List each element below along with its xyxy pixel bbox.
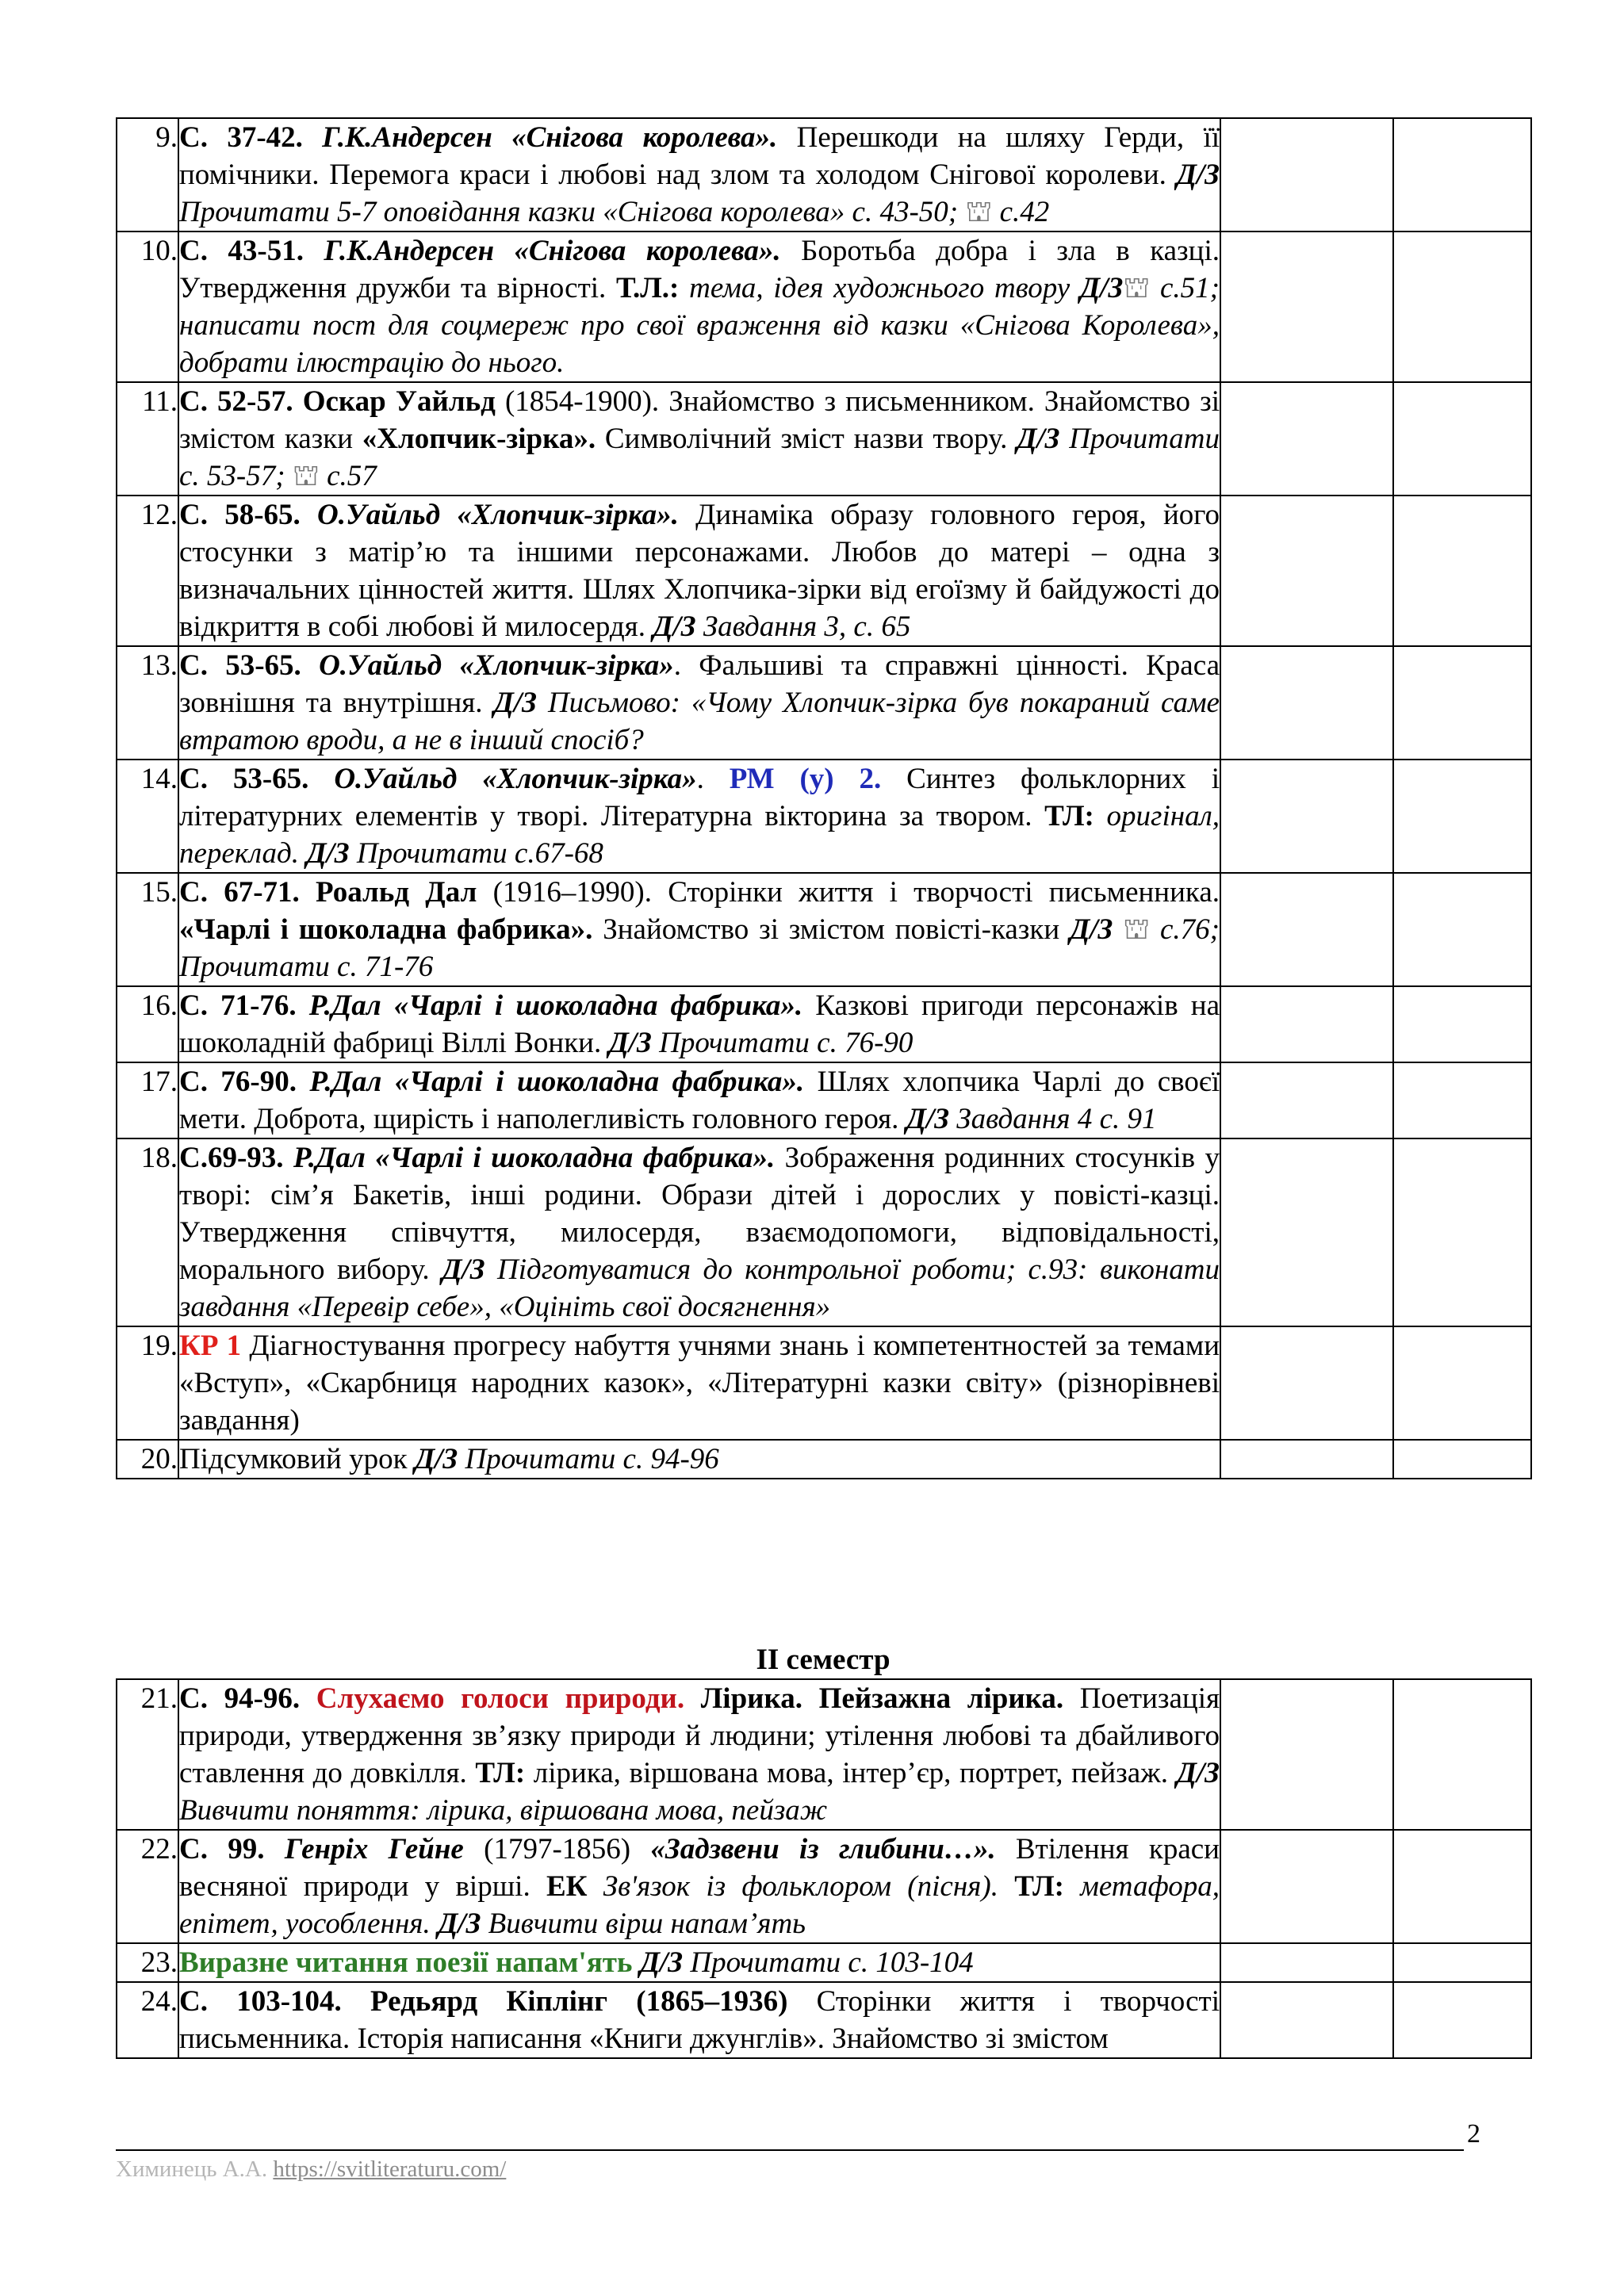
lesson-text-segment: Лірика. Пейзажна лірика. xyxy=(684,1682,1064,1715)
footer-link[interactable]: https://svitliteraturu.com/ xyxy=(273,2156,507,2182)
lesson-text-segment: Прочитати с. 94-96 xyxy=(458,1443,719,1475)
lesson-text-segment: Д/З xyxy=(438,1908,481,1940)
lesson-plan-body-2 xyxy=(117,1679,1531,2058)
lesson-content xyxy=(178,1062,1220,1138)
date-cell xyxy=(1220,118,1393,232)
lesson-text-segment: «Задзвени із глибини…». xyxy=(650,1833,996,1866)
semester-heading: ІІ семестр xyxy=(756,1644,891,1676)
lesson-text-segment: Г.К.Андерсен «Снігова королева». xyxy=(324,235,781,267)
lesson-text-segment: . xyxy=(696,763,730,795)
lesson-text-segment: с.76; Прочитати с. 71-76 xyxy=(179,913,1220,983)
lesson-text-segment: Д/З xyxy=(414,1443,458,1475)
page-number: 2 xyxy=(1467,2119,1480,2149)
date-cell xyxy=(1220,1830,1393,1943)
lesson-text-segment: Прочитати с. 103-104 xyxy=(683,1946,974,1979)
lesson-row xyxy=(117,382,1531,496)
note-cell xyxy=(1393,986,1531,1062)
lesson-content xyxy=(178,1982,1220,2058)
lesson-text-segment: с.57 xyxy=(319,460,377,492)
lesson-text-segment: Д/З xyxy=(608,1027,652,1059)
date-cell xyxy=(1220,1326,1393,1440)
note-cell xyxy=(1393,1138,1531,1326)
lesson-number: 9. xyxy=(117,118,178,232)
lesson-number: 20. xyxy=(117,1440,178,1479)
lesson-content xyxy=(178,1138,1220,1326)
footer xyxy=(116,2155,506,2183)
lesson-text-segment: . Фальшиві та справжні цінності. Краса зовнішня та внутрішня. xyxy=(179,649,1220,719)
lesson-text-segment: С. 53-65. xyxy=(179,763,335,795)
lesson-row xyxy=(117,1326,1531,1440)
question-pillar-icon: ⛫ xyxy=(292,460,320,492)
date-cell xyxy=(1220,873,1393,986)
lesson-text-segment: С. 71-76. xyxy=(179,989,309,1022)
lesson-text-segment: Р.Дал «Чарлі і шоколадна фабрика». xyxy=(308,989,803,1022)
note-cell xyxy=(1393,646,1531,760)
lesson-text-segment: Прочитати с. 53-57; xyxy=(179,423,1220,492)
lesson-number: 19. xyxy=(117,1326,178,1440)
lesson-text-segment: Д/З xyxy=(653,610,696,643)
lesson-plan-table-semester-1 xyxy=(116,117,1532,1479)
lesson-text-segment: Динаміка образу головного героя, його стосунки з матір’ю та іншими персонажами. Любов до матері – одна з визначальних цінностей життя. Шлях Хлопчика-зірки від егоїзму й байдужості до відкриття в собі любові й милосердя. xyxy=(179,499,1220,643)
date-cell xyxy=(1220,1982,1393,2058)
lesson-row xyxy=(117,873,1531,986)
lesson-text-segment: Д/З xyxy=(1017,423,1060,455)
lesson-text-segment: Д/З xyxy=(632,1946,684,1979)
lesson-number: 18. xyxy=(117,1138,178,1326)
lesson-content xyxy=(178,873,1220,986)
lesson-text-segment: С. 76-90. xyxy=(179,1066,310,1098)
lesson-text-segment: Перешкоди на шляху Герди, її помічники. Перемога краси і любові над злом та холодом Снігової королеви. xyxy=(179,121,1220,191)
lesson-text-segment: КР 1 xyxy=(179,1330,242,1362)
date-cell xyxy=(1220,1138,1393,1326)
lesson-text-segment: О.Уайльд «Хлопчик-зірка» xyxy=(334,763,697,795)
lesson-text-segment: Д/З xyxy=(1176,1757,1220,1789)
date-cell xyxy=(1220,1679,1393,1830)
lesson-text-segment: С.69-93. xyxy=(179,1142,293,1174)
lesson-text-segment: Генріх Гейне xyxy=(284,1833,464,1866)
lesson-number: 23. xyxy=(117,1943,178,1982)
note-cell xyxy=(1393,232,1531,382)
lesson-text-segment: (1797-1856) xyxy=(463,1833,651,1866)
lesson-text-segment: «Чарлі і шоколадна фабрика». xyxy=(179,913,593,946)
lesson-row xyxy=(117,1982,1531,2058)
lesson-number: 24. xyxy=(117,1982,178,2058)
lesson-row xyxy=(117,232,1531,382)
note-cell xyxy=(1393,496,1531,646)
footer-divider xyxy=(116,2149,1464,2151)
lesson-text-segment: Казкові пригоди персонажів на шоколадній фабриці Віллі Вонки. xyxy=(179,989,1220,1059)
lesson-text-segment: С. 99. xyxy=(179,1833,285,1866)
lesson-row xyxy=(117,1440,1531,1479)
lesson-text-segment: Зв'язок із фольклором (пісня). xyxy=(587,1870,998,1903)
lesson-text-segment: Д/З xyxy=(442,1253,485,1286)
note-cell xyxy=(1393,118,1531,232)
lesson-text-segment: Синтез фольклорних і літературних елементів у творі. Літературна вікторина за твором. xyxy=(179,763,1220,832)
note-cell xyxy=(1393,760,1531,873)
note-cell xyxy=(1393,1326,1531,1440)
lesson-row xyxy=(117,986,1531,1062)
lesson-text-segment: ТЛ: xyxy=(475,1757,526,1789)
lesson-number: 11. xyxy=(117,382,178,496)
lesson-content xyxy=(178,760,1220,873)
lesson-text-segment: метафора, епітет, уособлення. xyxy=(179,1870,1220,1940)
note-cell xyxy=(1393,1062,1531,1138)
lesson-text-segment: Прочитати 5-7 оповідання казки «Снігова королева» с. 43-50; xyxy=(179,196,966,228)
date-cell xyxy=(1220,646,1393,760)
lesson-row xyxy=(117,1830,1531,1943)
lesson-number: 15. xyxy=(117,873,178,986)
lesson-text-segment: Д/З xyxy=(906,1103,950,1135)
lesson-text-segment: О.Уайльд «Хлопчик-зірка». xyxy=(317,499,679,531)
lesson-text-segment: Р.Дал «Чарлі і шоколадна фабрика». xyxy=(293,1142,776,1174)
lesson-row xyxy=(117,1943,1531,1982)
date-cell xyxy=(1220,1062,1393,1138)
lesson-text-segment: Письмово: «Чому Хлопчик-зірка був покараний саме втратою вроди, а не в інший спосіб? xyxy=(179,687,1220,756)
lesson-content xyxy=(178,1326,1220,1440)
lesson-number: 17. xyxy=(117,1062,178,1138)
lesson-row xyxy=(117,760,1531,873)
lesson-text-segment: Поетизація природи, утвердження зв’язку природи й людини; утілення любові та дбайливого ставлення до довкілля. xyxy=(179,1682,1220,1789)
date-cell xyxy=(1220,1440,1393,1479)
lesson-text-segment: ТЛ: xyxy=(998,1870,1064,1903)
lesson-text-segment: (1916–1990). Сторінки життя і творчості письменника. xyxy=(477,876,1220,909)
lesson-row xyxy=(117,646,1531,760)
lesson-number: 14. xyxy=(117,760,178,873)
lesson-text-segment: Д/З xyxy=(1176,159,1220,191)
lesson-text-segment: С. 67-71. Роальд Дал xyxy=(179,876,477,909)
lesson-content xyxy=(178,382,1220,496)
lesson-content xyxy=(178,232,1220,382)
lesson-number: 13. xyxy=(117,646,178,760)
lesson-text-segment: Д/З xyxy=(1069,913,1113,946)
lesson-number: 12. xyxy=(117,496,178,646)
question-pillar-icon: ⛫ xyxy=(965,196,993,228)
lesson-text-segment: ЕК xyxy=(546,1870,588,1903)
lesson-text-segment: Д/З xyxy=(306,837,350,870)
lesson-text-segment: О.Уайльд «Хлопчик-зірка» xyxy=(319,649,674,682)
lesson-text-segment: Д/З xyxy=(1079,272,1124,304)
lesson-text-segment: Р.Дал «Чарлі і шоколадна фабрика». xyxy=(309,1066,805,1098)
note-cell xyxy=(1393,382,1531,496)
lesson-content xyxy=(178,1440,1220,1479)
lesson-text-segment: С. 52-57. Оскар Уайльд xyxy=(179,385,496,418)
lesson-text-segment: с.51; написати пост для соцмереж про свої враження від казки «Снігова Королева», добрати ілюстрацію до нього. xyxy=(179,272,1220,379)
lesson-text-segment: Завдання 3, с. 65 xyxy=(695,610,911,643)
lesson-text-segment: Прочитати с.67-68 xyxy=(349,837,603,870)
lesson-text-segment: С. 58-65. xyxy=(179,499,318,531)
lesson-plan-table-semester-2 xyxy=(116,1678,1532,2059)
lesson-text-segment: Вивчити поняття: лірика, віршована мова, пейзаж xyxy=(179,1794,828,1827)
lesson-text-segment: Діагностування прогресу набуття учнями знань і компетентностей за темами «Вступ», «Скарбниця народних казок», «Літературні казки світу» (різнорівневі завдання) xyxy=(179,1330,1220,1437)
lesson-text-segment: Шлях хлопчика Чарлі до своєї мети. Доброта, щирість і наполегливість головного героя. xyxy=(179,1066,1220,1135)
note-cell xyxy=(1393,1679,1531,1830)
date-cell xyxy=(1220,1943,1393,1982)
lesson-row xyxy=(117,118,1531,232)
date-cell xyxy=(1220,382,1393,496)
lesson-text-segment: «Хлопчик-зірка». xyxy=(362,423,596,455)
lesson-number: 22. xyxy=(117,1830,178,1943)
note-cell xyxy=(1393,1982,1531,2058)
lesson-text-segment: С. 94-96. xyxy=(179,1682,316,1715)
lesson-text-segment: Сторінки життя і творчості письменника. Історія написання «Книги джунглів». Знайомство зі змістом xyxy=(179,1985,1220,2055)
lesson-content xyxy=(178,118,1220,232)
lesson-text-segment: Зображення родинних стосунків у творі: сім’я Бакетів, інші родини. Образи дітей і дорослих у повісті-казці. Утвердження співчуття, милосердя, взаємодопомоги, відповідальності, морального вибору. xyxy=(179,1142,1220,1286)
lesson-text-segment: Підсумковий урок xyxy=(179,1443,415,1475)
lesson-row xyxy=(117,496,1531,646)
date-cell xyxy=(1220,760,1393,873)
question-pillar-icon: ⛫ xyxy=(1113,913,1151,946)
lesson-row xyxy=(117,1679,1531,1830)
lesson-text-segment: Знайомство зі змістом повісті-казки xyxy=(592,913,1070,946)
lesson-content xyxy=(178,496,1220,646)
date-cell xyxy=(1220,986,1393,1062)
note-cell xyxy=(1393,1943,1531,1982)
lesson-text-segment: ТЛ: xyxy=(1044,800,1094,832)
lesson-text-segment: С. 103-104. Редьярд Кіплінг (1865–1936) xyxy=(179,1985,788,2018)
lesson-content xyxy=(178,646,1220,760)
lesson-row xyxy=(117,1062,1531,1138)
lesson-row xyxy=(117,1138,1531,1326)
lesson-text-segment: Г.К.Андерсен «Снігова королева». xyxy=(322,121,778,154)
lesson-text-segment: С. 37-42. xyxy=(179,121,323,154)
lesson-text-segment: тема, ідея художнього твору xyxy=(679,272,1080,304)
lesson-number: 16. xyxy=(117,986,178,1062)
lesson-content xyxy=(178,1679,1220,1830)
note-cell xyxy=(1393,873,1531,986)
date-cell xyxy=(1220,496,1393,646)
lesson-content xyxy=(178,1830,1220,1943)
lesson-number: 10. xyxy=(117,232,178,382)
question-pillar-icon: ⛫ xyxy=(1123,272,1151,304)
footer-author: Химинець А.А. xyxy=(116,2156,274,2182)
lesson-content xyxy=(178,986,1220,1062)
lesson-text-segment: С. 53-65. xyxy=(179,649,320,682)
lesson-text-segment: Прочитати с. 76-90 xyxy=(651,1027,914,1059)
date-cell xyxy=(1220,232,1393,382)
lesson-text-segment: (1854-1900). Знайомство з письменником. Знайомство зі змістом казки xyxy=(179,385,1220,455)
lesson-text-segment: лірика, віршована мова, інтер’єр, портрет, пейзаж. xyxy=(525,1757,1177,1789)
lesson-text-segment: оригінал, переклад. xyxy=(179,800,1220,870)
lesson-text-segment: Завдання 4 с. 91 xyxy=(949,1103,1157,1135)
lesson-text-segment: Д/З xyxy=(493,687,537,719)
lesson-text-segment: С. 43-51. xyxy=(179,235,324,267)
lesson-text-segment: Боротьба добра і зла в казці. Утвердження дружби та вірності. xyxy=(179,235,1220,304)
note-cell xyxy=(1393,1440,1531,1479)
lesson-text-segment: Втілення краси весняної природи у вірші. xyxy=(179,1833,1220,1903)
lesson-text-segment: с.42 xyxy=(992,196,1050,228)
lesson-text-segment: Виразне читання поезії напам'ять xyxy=(179,1946,633,1979)
lesson-text-segment: РМ (у) 2. xyxy=(729,763,882,795)
note-cell xyxy=(1393,1830,1531,1943)
lesson-number: 21. xyxy=(117,1679,178,1830)
lesson-text-segment: Т.Л.: xyxy=(616,272,680,304)
lesson-text-segment: Символічний зміст назви твору. xyxy=(596,423,1017,455)
lesson-text-segment: Підготуватися до контрольної роботи; с.93: виконати завдання «Перевір себе», «Оцініть свої досягнення» xyxy=(179,1253,1220,1323)
lesson-text-segment: Слухаємо голоси природи. xyxy=(316,1682,685,1715)
lesson-plan-body-1 xyxy=(117,118,1531,1479)
lesson-content xyxy=(178,1943,1220,1982)
lesson-text-segment: Вивчити вірш напам’ять xyxy=(481,1908,806,1940)
